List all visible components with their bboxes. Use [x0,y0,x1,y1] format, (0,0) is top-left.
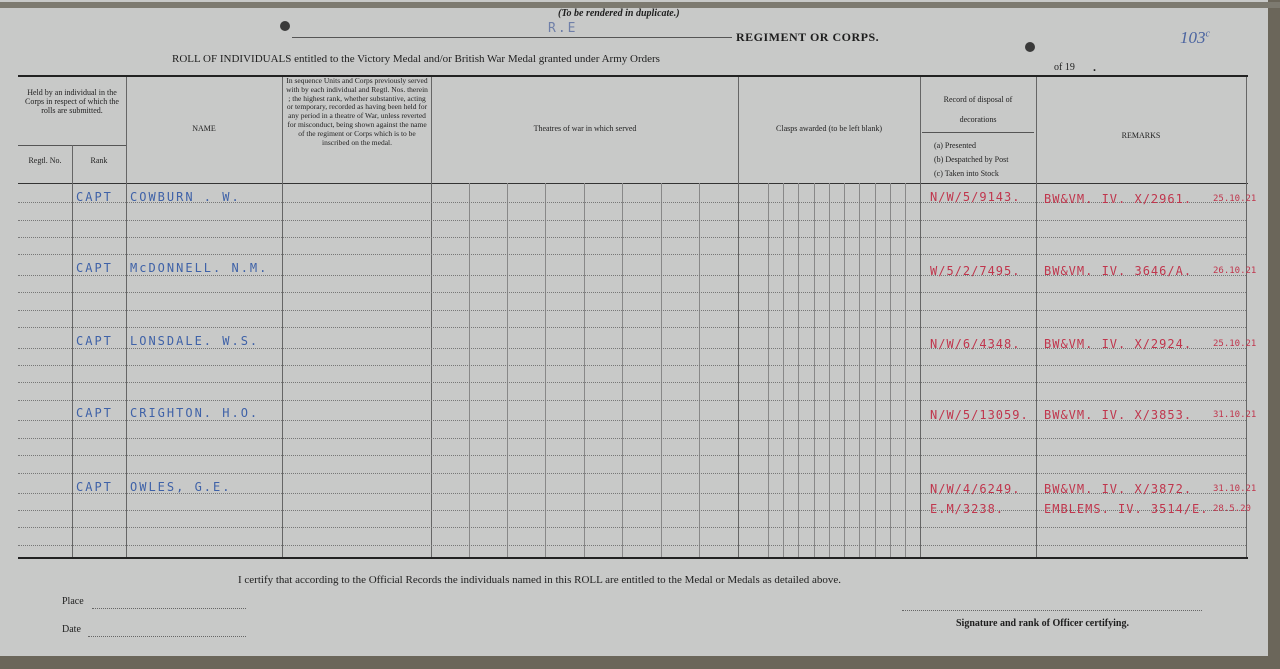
punch-hole-left [280,21,290,31]
row-3-name: LONSDALE. W.S. [130,334,260,348]
clasp-subcol [814,183,815,557]
theatre-subcol [699,183,700,557]
name-header: NAME [192,124,216,133]
ruled-line [18,220,1246,221]
ruled-line [18,327,1246,328]
theatre-subcol [584,183,585,557]
ruled-line [18,310,1246,311]
row-4-name: CRIGHTON. H.O. [130,406,260,420]
ruled-line [18,438,1246,439]
row-5-remarks: BW&VM. IV. X/3872. [1044,482,1193,496]
ruled-line [18,455,1246,456]
record-header: Record of disposal of decorations [943,95,1013,124]
regtl-no-header: Regtl. No. [28,156,62,165]
place-line [92,608,246,609]
ruled-line [18,473,1246,474]
ruled-line [18,400,1246,401]
page-number-suffix: c [1205,28,1210,40]
row-5-rank: CAPT [76,480,113,494]
clasp-subcol [798,183,799,557]
row-4-remarks: BW&VM. IV. X/3853. [1044,408,1193,422]
col-line-theatres [738,77,739,557]
corps-handwritten: R.E [548,21,578,36]
record-option-a: (a) Presented [934,141,976,150]
clasp-subcol [859,183,860,557]
row-1-name: COWBURN . W. [130,190,241,204]
row-1-record: N/W/5/9143. [930,190,1021,204]
row-2-name: McDONNELL. N.M. [130,261,269,275]
theatres-header: Theatres of war in which served [533,124,637,133]
clasp-subcol [768,183,769,557]
date-line [88,636,246,637]
col-line-units [431,77,432,557]
row-1-remarks: BW&VM. IV. X/2961. [1044,192,1193,206]
theatre-subcol [507,183,508,557]
theatre-subcol [622,183,623,557]
clasp-subcol [905,183,906,557]
ruled-line [18,527,1246,528]
row-1-date: 25.10.21 [1213,194,1257,204]
header-bottom-rule [18,183,1248,184]
record-option-b: (b) Despatched by Post [934,155,1009,164]
row-4-record: N/W/5/13059. [930,408,1029,422]
punch-hole-right [1025,42,1035,52]
corps-line [292,37,732,38]
record-option-c: (c) Taken into Stock [934,169,999,178]
header-top-rule [18,75,1248,77]
row-3-date: 25.10.21 [1213,339,1257,349]
clasp-subcol [829,183,830,557]
ruled-line [18,365,1246,366]
place-label: Place [62,596,84,607]
record-divider [922,132,1034,133]
row-5-date: 31.10.21 [1213,484,1257,494]
of-year: of 19 [1054,62,1075,73]
page-number-value: 103 [1180,28,1206,47]
held-by-header: Held by an individual in the Corps in respect of which the rolls are submitted. [25,88,119,115]
ruled-line [18,292,1246,293]
clasp-subcol [875,183,876,557]
row-2-record: W/5/2/7495. [930,264,1021,278]
clasp-subcol [890,183,891,557]
row-3-remarks: BW&VM. IV. X/2924. [1044,337,1193,351]
ruled-line [18,237,1246,238]
row-5-date-2: 28.5.20 [1213,504,1251,514]
col-line-clasps [920,77,921,557]
date-label: Date [62,624,81,635]
theatre-subcol [545,183,546,557]
row-5-name: OWLES, G.E. [130,480,232,494]
signature-line [902,610,1202,611]
col-line-regtl [72,145,73,557]
page-number [1180,28,1210,48]
row-5-remarks-2: EMBLEMS. IV. 3514/E. [1044,502,1209,516]
clasp-subcol [783,183,784,557]
signature-label: Signature and rank of Officer certifying. [956,618,1129,629]
row-1-rank: CAPT [76,190,113,204]
units-header: In sequence Units and Corps previously served with by each individual and Regtl. Nos. therein ; the highest rank, whether substantive, acting or temporary, recorded as having been held for any period in a theatre of War, unless reverted for misconduct, being shown against the name of the regiment or Corps which is to be inscribed on the medal. [286,76,428,147]
clasps-header: Clasps awarded (to be left blank) [776,124,882,133]
clasp-subcol [844,183,845,557]
rank-header: Rank [90,156,108,165]
certify-statement: I certify that according to the Official Records the individuals named in this ROLL are entitled to the Medal or Medals as detailed above. [238,574,841,586]
ruled-line [18,254,1246,255]
remarks-header: REMARKS [1121,131,1161,140]
col-line-name [282,77,283,557]
row-5-record: N/W/4/6249. [930,482,1021,496]
ruled-line [18,545,1246,546]
roll-title: ROLL OF INDIVIDUALS entitled to the Victory Medal and/or British War Medal granted under Army Orders [172,53,660,65]
year-dot: . [1093,60,1096,74]
regiment-label: REGIMENT OR CORPS. [736,30,880,44]
table-bottom-rule [18,557,1248,559]
row-4-rank: CAPT [76,406,113,420]
duplicate-note: (To be rendered in duplicate.) [558,8,680,19]
col-line-record [1036,77,1037,557]
row-5-record-2: E.M/3238. [930,502,1005,516]
row-3-record: N/W/6/4348. [930,337,1021,351]
theatre-subcol [661,183,662,557]
col-line-rank [126,77,127,557]
theatre-subcol [469,183,470,557]
row-4-date: 31.10.21 [1213,410,1257,420]
row-2-date: 26.10.21 [1213,266,1257,276]
row-2-remarks: BW&VM. IV. 3646/A. [1044,264,1193,278]
ruled-line [18,382,1246,383]
row-2-rank: CAPT [76,261,113,275]
row-3-rank: CAPT [76,334,113,348]
